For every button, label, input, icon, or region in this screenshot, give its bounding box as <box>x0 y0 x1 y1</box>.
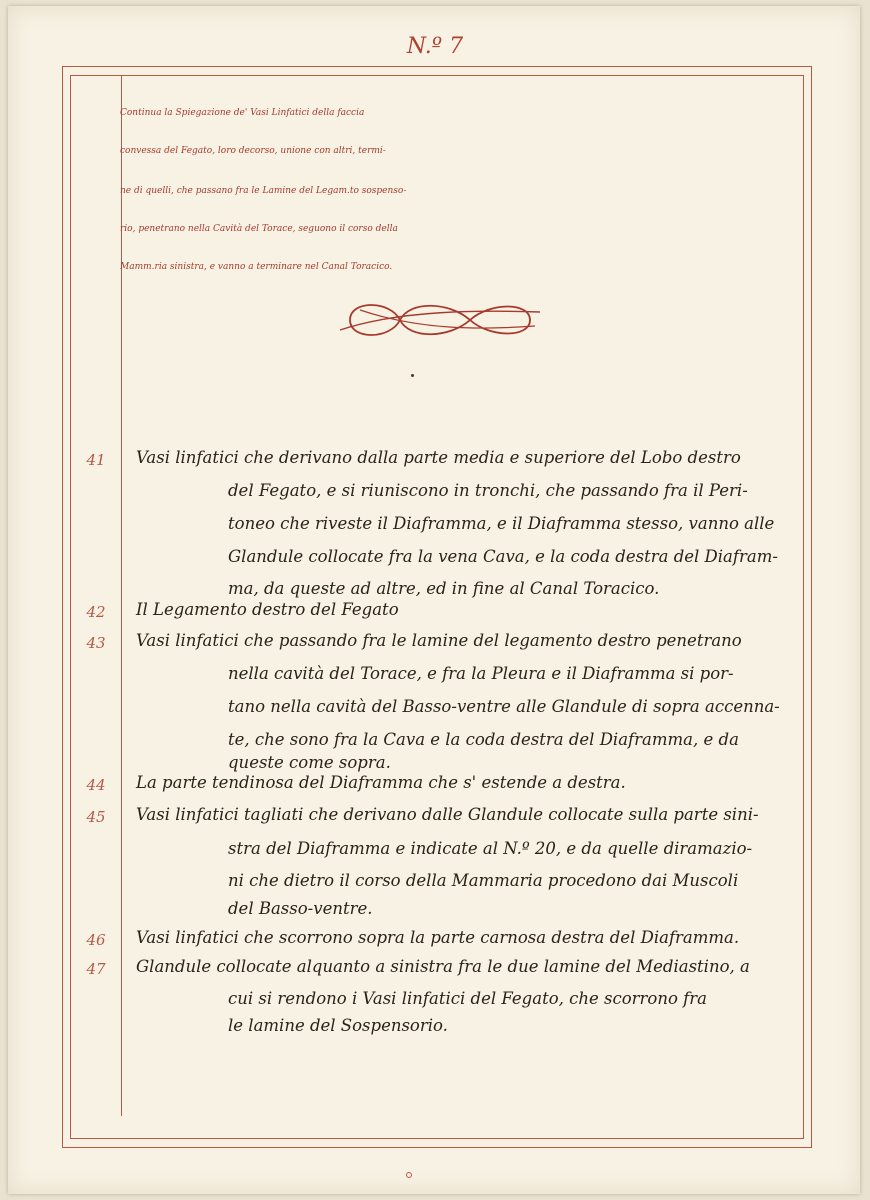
entry-line: Glandule collocate fra la vena Cava, e la coda destra del Diafram- <box>228 547 778 566</box>
entry-line: del Basso-ventre. <box>228 899 373 918</box>
entry-line: ma, da queste ad altre, ed in fine al Canal Toracico. <box>228 579 660 598</box>
entry-line: toneo che riveste il Diaframma, e il Diaframma stesso, vanno alle <box>228 514 775 533</box>
title-line: rio, penetrano nella Cavità del Torace, seguono il corso della <box>120 224 398 234</box>
entry-number: 41 <box>86 451 106 469</box>
entry-line: nella cavità del Torace, e fra la Pleura e il Diaframma si por- <box>228 664 734 683</box>
entry-line: Il Legamento destro del Fegato <box>136 600 399 619</box>
entry-number: 46 <box>86 931 106 949</box>
title-line: convessa del Fegato, loro decorso, unione con altri, termi- <box>120 146 386 156</box>
title-line: ne di quelli, che passano fra le Lamine del Legam.to sospenso- <box>120 186 407 196</box>
entry-line: te, che sono fra la Cava e la coda destra del Diaframma, e da <box>228 730 739 749</box>
entry-line: stra del Diaframma e indicate al N.º 20, e da quelle diramazio- <box>228 839 753 858</box>
entry-line: La parte tendinosa del Diaframma che s' estende a destra. <box>136 773 626 792</box>
entry-line: queste come sopra. <box>228 753 391 772</box>
title-line: Mamm.ria sinistra, e vanno a terminare nel Canal Toracico. <box>120 262 393 272</box>
entry-line: del Fegato, e si riuniscono in tronchi, che passando fra il Peri- <box>228 481 748 500</box>
page-number: N.º 7 <box>406 34 464 59</box>
entry-number: 45 <box>86 808 106 826</box>
ink-dot <box>411 374 414 377</box>
title-line: Continua la Spiegazione de' Vasi Linfatici della faccia <box>120 108 365 118</box>
entry-line: Vasi linfatici tagliati che derivano dalle Glandule collocate sulla parte sini- <box>136 805 759 824</box>
entry-line: tano nella cavità del Basso-ventre alle Glandule di sopra accenna- <box>228 697 780 716</box>
entry-line: Glandule collocate alquanto a sinistra fra le due lamine del Mediastino, a <box>136 957 750 976</box>
entry-number: 43 <box>86 634 106 652</box>
entry-line: Vasi linfatici che derivano dalla parte media e superiore del Lobo destro <box>136 448 741 467</box>
entry-line: ni che dietro il corso della Mammaria procedono dai Muscoli <box>228 871 739 890</box>
entry-number: 47 <box>86 960 106 978</box>
calligraphic-flourish <box>330 290 550 350</box>
entry-line: Vasi linfatici che passando fra le lamine del legamento destro penetrano <box>136 631 742 650</box>
entry-line: cui si rendono i Vasi linfatici del Fegato, che scorrono fra <box>228 989 707 1008</box>
entry-number: 44 <box>86 776 106 794</box>
entry-line: le lamine del Sospensorio. <box>228 1016 448 1035</box>
ink-mark <box>406 1172 412 1178</box>
entry-number: 42 <box>86 603 106 621</box>
entry-line: Vasi linfatici che scorrono sopra la parte carnosa destra del Diaframma. <box>136 928 740 947</box>
